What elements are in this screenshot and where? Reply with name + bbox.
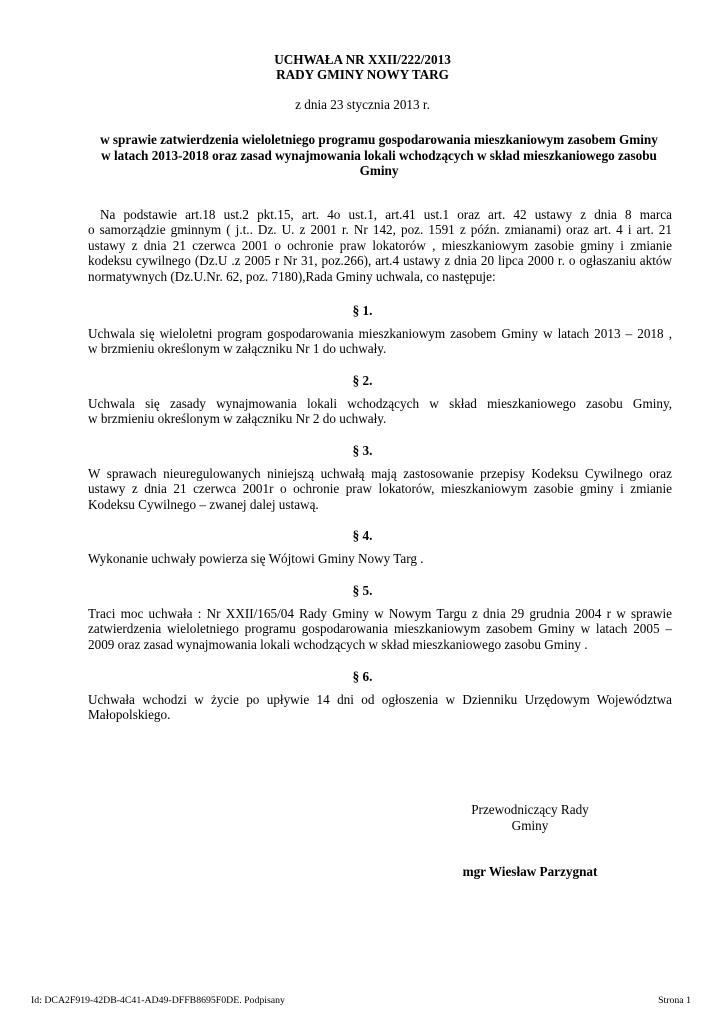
section-line: Kodeksu Cywilnego – zwanej dalej ustawą.: [88, 496, 319, 512]
signature-role-line: Gminy: [511, 818, 549, 833]
signatory-name: mgr Wiesław Parzygnat: [462, 864, 598, 879]
section-6-heading: § 6.: [352, 669, 373, 684]
section-4-body: [88, 551, 672, 566]
signature-role: [420, 802, 640, 834]
section-2-heading: § 2.: [352, 373, 373, 388]
preamble-line: normatywnych (Dz.U.Nr. 62, poz. 7180),Rada Gminy uchwala, co następuje:: [88, 268, 496, 284]
preamble-line: kodeksu cywilnego (Dz.U .z 2005 r Nr 31, poz.266), art.4 ustawy z dnia 20 lipca 2000 r. o ogłaszaniu aktów: [88, 253, 672, 269]
subject-line: w sprawie zatwierdzenia wieloletniego programu gospodarowania mieszkaniowym zasobem Gminy: [100, 132, 658, 147]
preamble-line: o samorządzie gminnym ( j.t.. Dz. U. z 2001 r. Nr 142, poz. 1591 z późn. zmianami) oraz art. 4 i art. 21: [88, 222, 672, 238]
section-line: 2009 oraz zasad wynajmowania lokali wchodzących w skład mieszkaniowego zasobu Gminy .: [88, 636, 588, 652]
section-line: w brzmieniu określonym w załączniku Nr 1 do uchwały.: [88, 341, 387, 357]
subject-line: w latach 2013-2018 oraz zasad wynajmowania lokali wchodzących w skład mieszkaniowego zasobu: [101, 147, 657, 163]
section-line: Uchwala się wieloletni program gospodarowania mieszkaniowym zasobem Gminy w latach 2013 – 2018 ,: [88, 326, 672, 341]
section-line: ustawy z dnia 21 czerwca 2001r o ochronie praw lokatorów, mieszkaniowym zasobie gminy i zmianie: [88, 481, 672, 497]
section-3-body: [88, 466, 672, 512]
preamble: [88, 207, 672, 284]
section-1-heading: § 1.: [352, 303, 373, 318]
section-5-body: [88, 606, 672, 652]
section-3-heading: § 3.: [352, 443, 373, 458]
section-1-body: [88, 326, 672, 357]
subject-line: Gminy: [359, 163, 399, 179]
council-name: RADY GMINY NOWY TARG: [276, 67, 449, 82]
section-line: zatwierdzenia wieloletniego programu gospodarowania mieszkaniowym zasobem Gminy w latach 2005 –: [88, 621, 672, 637]
preamble-line: ustawy z dnia 21 czerwca 2001 o ochronie praw lokatorów , mieszkaniowym zasobie gminy i zmianie: [88, 237, 672, 253]
section-4-heading: § 4.: [352, 528, 373, 543]
section-line: Wykonanie uchwały powierza się Wójtowi Gminy Nowy Targ .: [88, 551, 424, 566]
resolution-title: UCHWAŁA NR XXII/222/2013: [274, 52, 451, 67]
section-2-body: [88, 396, 672, 427]
section-line: w brzmieniu określonym w załączniku Nr 2 do uchwały.: [88, 411, 387, 427]
preamble-line: Na podstawie art.18 ust.2 pkt.15, art. 4o ust.1, art.41 ust.1 oraz art. 42 ustawy z dnia 8 marca: [100, 207, 672, 222]
section-line: Uchwała wchodzi w życie po upływie 14 dni od ogłoszenia w Dzienniku Urzędowym Województwa: [88, 692, 672, 707]
section-line: Małopolskiego.: [88, 707, 171, 723]
section-line: Traci moc uchwała : Nr XXII/165/04 Rady Gminy w Nowym Targu z dnia 29 grudnia 2004 r w sprawie: [88, 606, 672, 621]
resolution-subject: [90, 132, 668, 179]
document-id: Id: DCA2F919-42DB-4C41-AD49-DFFB8695F0DE. Podpisany: [31, 995, 285, 1006]
section-6-body: [88, 692, 672, 723]
resolution-date: z dnia 23 stycznia 2013 r.: [295, 97, 430, 112]
signature-role-line: Przewodniczący Rady: [471, 802, 589, 817]
section-5-heading: § 5.: [352, 583, 373, 598]
section-line: Uchwala się zasady wynajmowania lokali wchodzących w skład mieszkaniowego zasobu Gminy,: [88, 396, 672, 411]
page-number: Strona 1: [658, 995, 691, 1006]
section-line: W sprawach nieuregulowanych niniejszą uchwałą mają zastosowanie przepisy Kodeksu Cywilnego oraz: [88, 466, 672, 481]
